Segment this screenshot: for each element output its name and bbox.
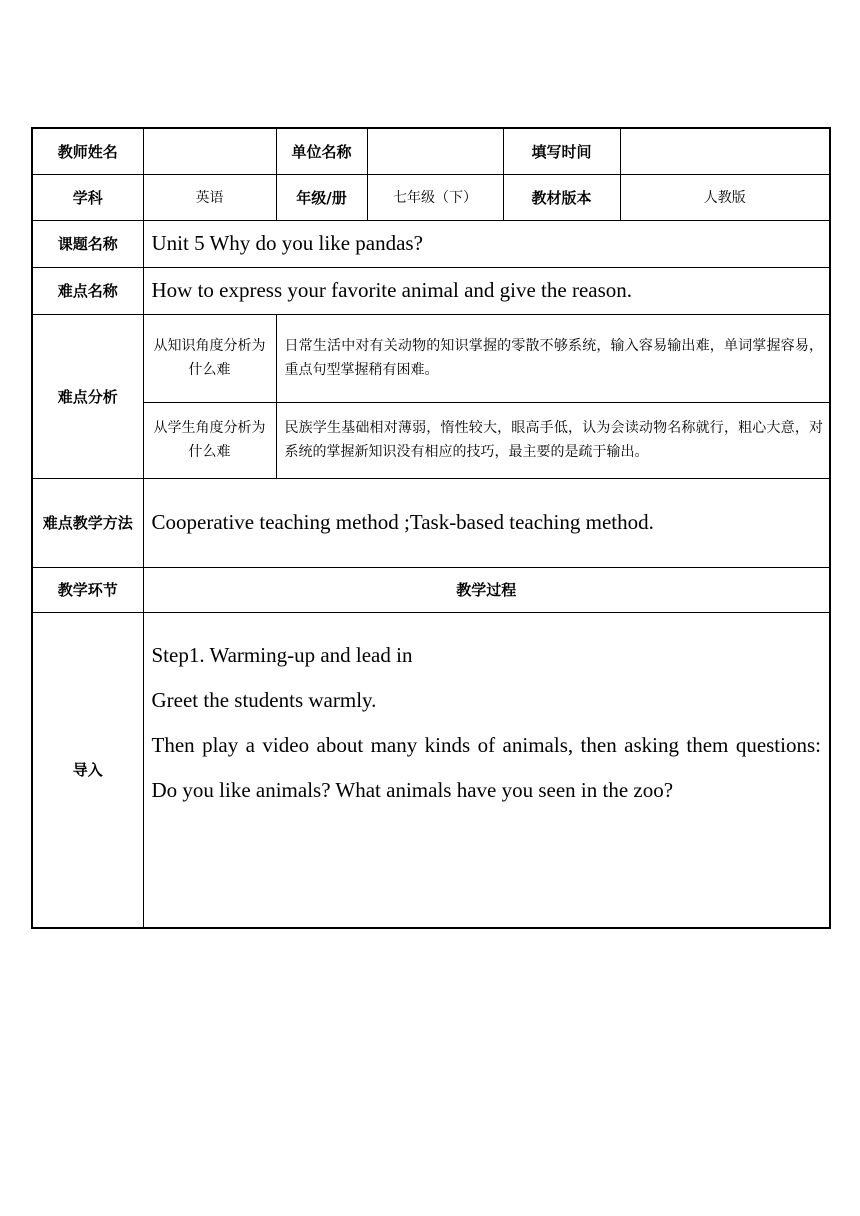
process-header-row [32,567,830,612]
unit-name-label: 单位名称 [276,128,367,174]
difficulty-row [32,267,830,314]
intro-step-title: Step1. Warming-up and lead in [151,642,413,667]
topic-row [32,220,830,267]
intro-activity: Then play a video about many kinds of animals, then asking them questions: Do you like animals? What animals have you seen in the zoo? [151,732,821,802]
intro-content [143,612,830,928]
process-label: 教学过程 [143,567,830,612]
student-analysis-label: 从学生角度分析为什么难 [143,402,276,478]
knowledge-analysis-label: 从知识角度分析为什么难 [143,314,276,402]
lesson-plan-table [31,127,831,929]
textbook-label: 教材版本 [503,174,620,220]
stage-label: 教学环节 [32,567,143,612]
intro-label: 导入 [32,612,143,928]
textbook-value: 人教版 [620,174,830,220]
method-row [32,478,830,567]
intro-greet: Greet the students warmly. [151,687,377,712]
student-analysis-text: 民族学生基础相对薄弱，惰性较大，眼高手低，认为会读动物名称就行，粗心大意，对系统的掌握新知识没有相应的技巧，最主要的是疏于输出。 [276,402,830,478]
teacher-name-label: 教师姓名 [32,128,143,174]
topic-label: 课题名称 [32,220,143,267]
header-row [32,128,830,174]
difficulty-label: 难点名称 [32,267,143,314]
analysis-knowledge-row [32,314,830,402]
subject-label: 学科 [32,174,143,220]
subject-value: 英语 [143,174,276,220]
intro-row [32,612,830,928]
topic-value: Unit 5 Why do you like pandas? [143,220,830,267]
info-row [32,174,830,220]
grade-label: 年级/册 [276,174,367,220]
analysis-student-row [32,402,830,478]
grade-value: 七年级（下） [367,174,503,220]
fill-time-value [620,128,830,174]
method-label: 难点教学方法 [32,478,143,567]
method-value: Cooperative teaching method ;Task-based teaching method. [143,478,830,567]
teacher-name-value [143,128,276,174]
knowledge-analysis-text: 日常生活中对有关动物的知识掌握的零散不够系统，输入容易输出难，单词掌握容易，重点句型掌握稍有困难。 [276,314,830,402]
difficulty-value: How to express your favorite animal and give the reason. [143,267,830,314]
analysis-label: 难点分析 [32,314,143,478]
unit-name-value [367,128,503,174]
fill-time-label: 填写时间 [503,128,620,174]
